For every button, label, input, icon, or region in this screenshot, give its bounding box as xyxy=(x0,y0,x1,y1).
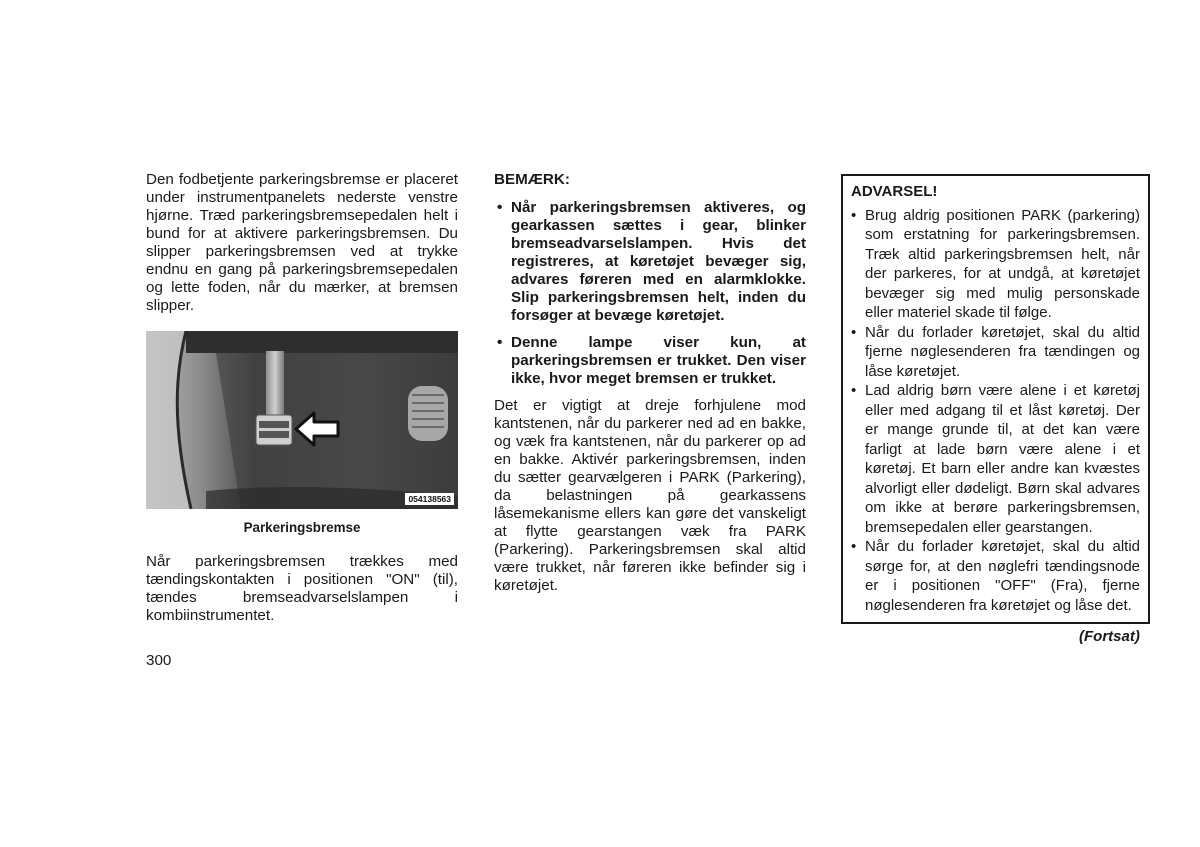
continued-label: (Fortsat) xyxy=(1079,628,1140,645)
right-column xyxy=(841,174,1150,624)
middle-column xyxy=(494,171,806,595)
after-figure-paragraph: Når parkeringsbremsen trækkes med tændingskontakten i positionen "ON" (til), tændes bremseadvarselslampen i kombiinstrumentet. xyxy=(146,553,458,624)
bullet-icon: • xyxy=(851,382,857,399)
warning-text: Når du forlader køretøjet, skal du altid sørge for, at den nøglefri tændingsnode er i positionen "OFF" (Fra), fjerne nøglesenderen fra køretøjet og låse det. xyxy=(865,538,1140,614)
warning-item xyxy=(851,206,1140,323)
warning-text: Når du forlader køretøjet, skal du altid fjerne nøglesenderen fra tændingen og låse køretøjet. xyxy=(865,323,1140,380)
left-column xyxy=(146,171,458,625)
figure-caption: Parkeringsbremse xyxy=(243,520,361,535)
note-item xyxy=(494,334,806,388)
note-list xyxy=(494,199,806,388)
warning-text: Lad aldrig børn være alene i et køretøj eller med adgang til et låst køretøj. Der er mange grunde til, at det kan være farligt at lade børn være alene i et køretøj. Et barn eller andre kan kvæstes alvorligt eller dødeligt. Børn skal advares om ikke at berøre parkeringsbremsen, bremsepedalen eller gearstangen. xyxy=(865,382,1140,536)
body-paragraph: Det er vigtigt at dreje forhjulene mod kantstenen, når du parkerer ned ad en bakke, og væk fra kantstenen, når du parkerer op ad en bakke. Aktivér parkeringsbremsen, inden du sætter gearvælgeren i PARK (Parkering), da belastningen på gearkassens låsemekanisme ellers kan gøre det vanskeligt at flytte gearstangen væk fra PARK (Parkering). Parkeringsbremsen skal altid være trukket, når føreren ikke befinder sig i køretøjet. xyxy=(494,397,806,594)
warning-box xyxy=(841,174,1150,624)
warning-title: ADVARSEL! xyxy=(851,183,938,200)
page-number: 300 xyxy=(146,652,172,669)
warning-item xyxy=(851,381,1140,537)
warning-item xyxy=(851,323,1140,382)
note-text: Når parkeringsbremsen aktiveres, og gearkassen sættes i gear, blinker bremseadvarselslampen. Hvis det registreres, at køretøjet bevæger sig, advares føreren med en alarmklokke. Slip parkeringsbremsen helt, inden du forsøger at bevæge køretøjet. xyxy=(511,199,806,324)
note-item xyxy=(494,199,806,325)
warning-list xyxy=(851,206,1140,616)
note-heading: BEMÆRK: xyxy=(494,171,570,188)
bullet-icon: • xyxy=(851,323,857,341)
warning-item xyxy=(851,537,1140,615)
parking-brake-photo xyxy=(146,331,458,509)
figure-code: 054138563 xyxy=(405,493,454,505)
bullet-icon: • xyxy=(497,334,503,351)
bullet-icon: • xyxy=(851,538,857,555)
parking-brake-illustration xyxy=(146,331,458,509)
bullet-icon: • xyxy=(851,206,857,224)
bullet-icon: • xyxy=(497,199,503,216)
warning-text: Brug aldrig positionen PARK (parkering) som erstatning for parkeringsbremsen. Træk altid parkeringsbremsen helt, når der parkeres, for at undgå, at køretøjet bevæger sig med mulig personskade eller materiel skade til følge. xyxy=(865,206,1140,321)
note-text: Denne lampe viser kun, at parkeringsbremsen er trukket. Den viser ikke, hvor meget bremsen er trukket. xyxy=(511,334,806,387)
intro-paragraph: Den fodbetjente parkeringsbremse er placeret under instrumentpanelets nederste venstre hjørne. Træd parkeringsbremsepedalen helt i bund for at aktivere parkeringsbremsen. Du slipper parkeringsbremsen ved at trykke endnu en gang på parkeringsbremsepedalen og lette foden, når du mærker, at bremsen slipper. xyxy=(146,171,458,314)
